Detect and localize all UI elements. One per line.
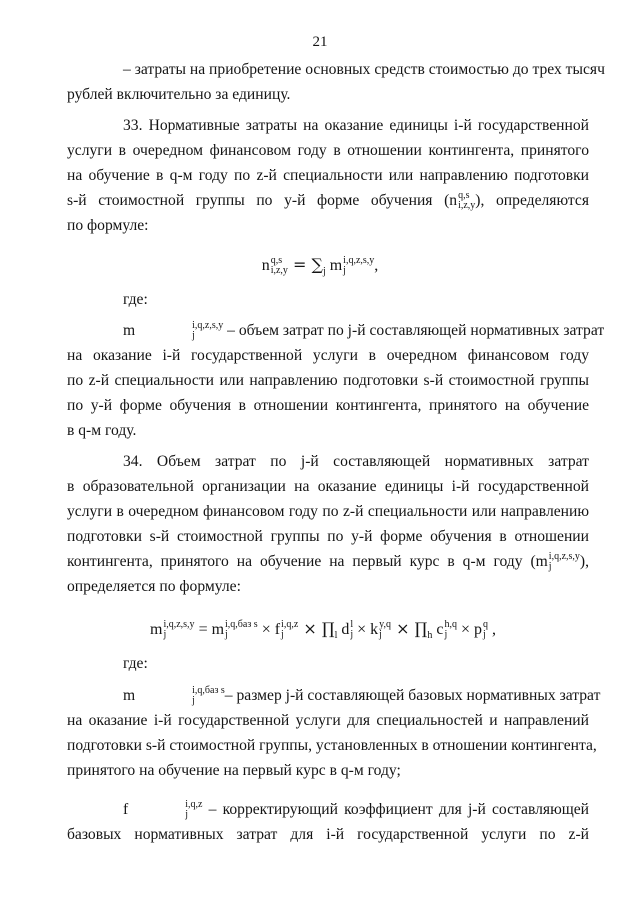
formula-subscript: j bbox=[444, 629, 448, 641]
definition-f bbox=[67, 797, 589, 847]
paragraph-34 bbox=[67, 449, 589, 599]
text-line bbox=[67, 797, 589, 822]
inline-symbol-n: n q,s i,z,y bbox=[449, 190, 476, 212]
formula-superscript: i,q,баз s bbox=[225, 619, 258, 631]
formula-subscript: j bbox=[350, 629, 354, 641]
text-line: определяется по формуле: bbox=[67, 578, 241, 595]
formula-symbol: c bbox=[432, 621, 444, 638]
formula-symbol: d bbox=[337, 621, 350, 638]
symbol-subscript: j bbox=[548, 561, 552, 573]
formula-superscript: i,q,z,s,y bbox=[343, 255, 375, 267]
formula-symbol: m bbox=[150, 621, 163, 638]
text-fragment: – размер j-й составляющей базовых нормативных затрат bbox=[224, 687, 601, 704]
formula-subscript: j bbox=[225, 629, 228, 641]
definition-symbol: m i,q,баз s j bbox=[123, 685, 225, 707]
formula-subscript: j bbox=[379, 629, 382, 641]
formula-superscript: y,q bbox=[379, 619, 392, 631]
definition-symbol bbox=[123, 320, 224, 342]
definition-symbol bbox=[123, 799, 203, 821]
text-fragment: s-й стоимостной группы по y-й форме обучения ( bbox=[67, 192, 450, 209]
text-line: по z-й специальности или направлению подготовки s-й стоимостной группы bbox=[67, 372, 589, 389]
formula-punctuation: , bbox=[374, 257, 379, 274]
formula-subscript: j bbox=[482, 629, 486, 641]
text-line bbox=[67, 549, 589, 574]
symbol-superscript: q,s bbox=[458, 190, 470, 202]
definition-m bbox=[67, 318, 605, 443]
formula-operator: × k bbox=[353, 621, 379, 638]
text-fragment: ), bbox=[579, 553, 589, 570]
text-line: подготовки s-й стоимостной группы по y-й форме обучения в отношении bbox=[67, 528, 589, 545]
text-line: где: bbox=[123, 655, 148, 672]
text-line: базовых нормативных затрат для i-й государственной услуги по z-й bbox=[67, 826, 589, 843]
text-fragment: контингента, принятого на обучение на первый курс в q-м году ( bbox=[67, 553, 536, 570]
formula-symbol: n bbox=[261, 257, 270, 274]
formula-superscript: q,s bbox=[270, 255, 283, 267]
symbol-base: m bbox=[123, 322, 136, 339]
text-line: в q-м году. bbox=[67, 422, 137, 439]
where-label-2 bbox=[67, 651, 589, 676]
formula-punctuation: , bbox=[487, 621, 496, 638]
text-line: 34. Объем затрат по j-й составляющей нормативных затрат bbox=[123, 453, 589, 470]
text-line: на обучение в q-м году по z-й специальности или направлению подготовки bbox=[67, 167, 589, 184]
formula-operator: = ∑ bbox=[287, 255, 323, 274]
formula-subscript: j bbox=[322, 266, 326, 278]
page-number: 21 bbox=[312, 34, 328, 50]
where-label-1 bbox=[67, 287, 589, 312]
text-line: по формуле: bbox=[67, 217, 149, 234]
symbol-superscript: i,q,баз s bbox=[192, 685, 225, 697]
symbol-subscript: j bbox=[185, 809, 188, 821]
text-line: где: bbox=[123, 291, 148, 308]
symbol-subscript: j bbox=[192, 695, 195, 707]
definition-m-base bbox=[67, 683, 601, 783]
formula-operator: × f bbox=[257, 621, 281, 638]
symbol-subscript: j bbox=[192, 330, 195, 342]
bullet-fixed-assets bbox=[67, 57, 605, 107]
text-line: принятого на обучение на первый курс в q-м году; bbox=[67, 762, 401, 779]
formula-subscript: i,z,y bbox=[270, 265, 288, 277]
symbol-superscript: i,q,z bbox=[185, 799, 203, 811]
text-fragment: – корректирующий коэффициент для j-й составляющей bbox=[202, 801, 589, 818]
text-fragment: – объем затрат по j-й составляющей нормативных затрат bbox=[223, 322, 605, 339]
symbol-subscript: i,z,y bbox=[458, 200, 476, 212]
text-line: 33. Нормативные затраты на оказание единицы i-й государственной bbox=[123, 117, 589, 134]
paragraph-33 bbox=[67, 113, 589, 238]
text-fragment: ), определяются bbox=[475, 192, 590, 209]
formula-operator: = m bbox=[194, 621, 225, 638]
text-line: по y-й форме обучения в отношении контингента, принятого на обучение bbox=[67, 397, 589, 414]
text-line: подготовки s-й стоимостной группы, установленных в отношении контингента, bbox=[67, 737, 597, 754]
formula-subscript: j bbox=[343, 265, 346, 277]
formula-2 bbox=[150, 616, 530, 642]
formula-subscript: j bbox=[163, 629, 167, 641]
text-line: рублей включительно за единицу. bbox=[67, 86, 291, 103]
inline-symbol-m: m i,q,z,s,y j bbox=[535, 551, 580, 573]
symbol-superscript: i,q,z,s,y bbox=[548, 551, 580, 563]
text-line: на оказание i-й государственной услуги для специальностей и направлений bbox=[67, 712, 589, 729]
symbol-base: f bbox=[123, 801, 129, 818]
formula-subscript: l bbox=[334, 630, 338, 642]
formula-superscript: q bbox=[482, 619, 488, 631]
formula-superscript: h,q bbox=[444, 619, 457, 631]
text-line bbox=[67, 318, 605, 343]
formula-superscript: i,q,z bbox=[281, 619, 299, 631]
text-line bbox=[67, 683, 601, 708]
symbol-superscript: i,q,z,s,y bbox=[192, 320, 224, 332]
text-line: услуги в очередном финансовом году в отношении контингента, принятого bbox=[67, 142, 589, 159]
formula-operator: × ∏ bbox=[391, 619, 428, 638]
text-line: на оказание i-й государственной услуги в очередном финансовом году bbox=[67, 347, 589, 364]
formula-operator: × ∏ bbox=[298, 619, 335, 638]
formula-operator: × p bbox=[456, 621, 482, 638]
formula-superscript: l bbox=[350, 619, 354, 631]
text-line: услуги в очередном финансовом году по z-й специальности или направлению bbox=[67, 503, 589, 520]
formula-1 bbox=[0, 252, 640, 278]
formula-superscript: i,q,z,s,y bbox=[163, 619, 195, 631]
text-line: – затраты на приобретение основных средств стоимостью до трех тысяч bbox=[123, 61, 605, 78]
formula-subscript: h bbox=[427, 630, 433, 642]
formula-symbol: m bbox=[325, 257, 343, 274]
formula-subscript: j bbox=[281, 629, 284, 641]
text-line: в образовательной организации на оказание единицы i-й государственной bbox=[67, 478, 589, 495]
text-line bbox=[67, 188, 589, 213]
